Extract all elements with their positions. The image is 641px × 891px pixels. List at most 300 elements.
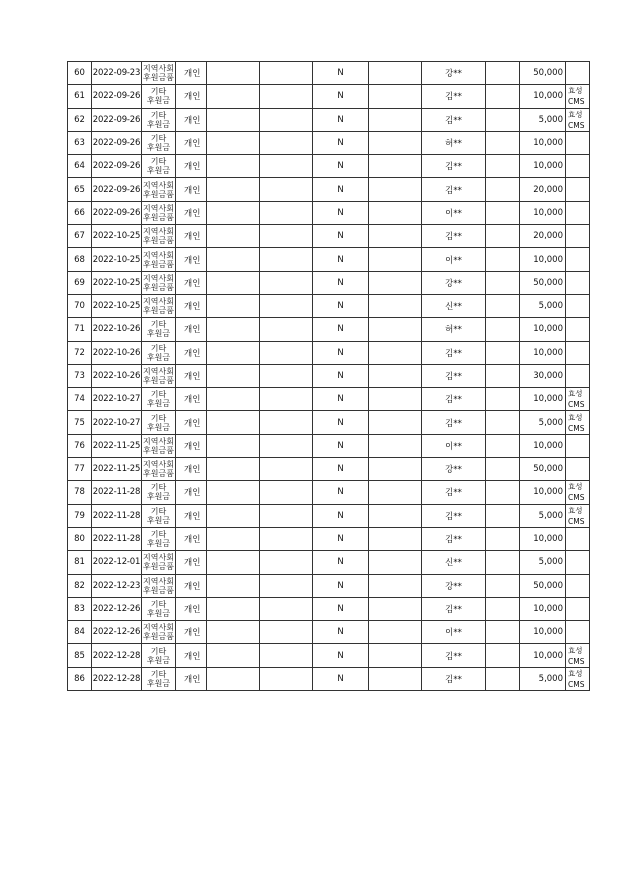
- cell-donor-name: 이**: [422, 248, 486, 271]
- cell-blank: [207, 201, 260, 224]
- cell-type1: 기타: [150, 110, 167, 120]
- cell-kind: 개인: [176, 271, 207, 294]
- cell-no: 77: [68, 458, 92, 481]
- cell-amount: 50,000: [520, 458, 566, 481]
- cell-blank: [486, 248, 520, 271]
- cell-date: 2022-11-28: [92, 527, 142, 550]
- cell-type2: 후원금: [146, 422, 171, 432]
- cell-type2: 후원금품: [143, 632, 174, 642]
- cell-flag: N: [313, 225, 369, 248]
- cell-blank: [369, 527, 422, 550]
- cell-kind: 개인: [176, 108, 207, 131]
- cell-donor-name: 김**: [422, 527, 486, 550]
- cell-flag: N: [313, 597, 369, 620]
- cell-date: 2022-12-26: [92, 597, 142, 620]
- table-row: [68, 364, 590, 387]
- cell-date: 2022-10-26: [92, 364, 142, 387]
- cell-donor-name: 김**: [422, 388, 486, 411]
- cell-note: [566, 527, 590, 550]
- cell-note: [566, 574, 590, 597]
- cell-blank: [260, 458, 313, 481]
- cell-date: 2022-10-25: [92, 248, 142, 271]
- cell-blank: [369, 131, 422, 154]
- table-row: [68, 574, 590, 597]
- cell-flag: N: [313, 131, 369, 154]
- cell-note2: CMS: [568, 493, 585, 503]
- cell-no: 62: [68, 108, 92, 131]
- cell-blank: [369, 574, 422, 597]
- cell-note: [566, 504, 590, 527]
- cell-blank: [260, 388, 313, 411]
- cell-donor-name: 허**: [422, 318, 486, 341]
- cell-blank: [207, 271, 260, 294]
- cell-no: 82: [68, 574, 92, 597]
- cell-blank: [260, 131, 313, 154]
- table-row: [68, 597, 590, 620]
- cell-type2: 후원금: [146, 539, 171, 549]
- cell-type2: 후원금품: [143, 282, 174, 292]
- cell-type: [142, 411, 176, 434]
- cell-type1: 지역사회: [143, 553, 174, 563]
- cell-no: 74: [68, 388, 92, 411]
- cell-blank: [207, 388, 260, 411]
- cell-note: [566, 411, 590, 434]
- cell-donor-name: 김**: [422, 411, 486, 434]
- cell-blank: [486, 667, 520, 690]
- cell-donor-name: 신**: [422, 294, 486, 317]
- cell-blank: [207, 434, 260, 457]
- cell-kind: 개인: [176, 481, 207, 504]
- cell-date: 2022-09-26: [92, 108, 142, 131]
- cell-blank: [369, 504, 422, 527]
- cell-flag: N: [313, 318, 369, 341]
- cell-donor-name: 김**: [422, 178, 486, 201]
- cell-blank: [486, 155, 520, 178]
- cell-amount: 50,000: [520, 574, 566, 597]
- cell-note2: CMS: [568, 97, 585, 107]
- cell-type: [142, 434, 176, 457]
- cell-blank: [260, 551, 313, 574]
- cell-blank: [486, 364, 520, 387]
- cell-no: 70: [68, 294, 92, 317]
- cell-type1: 기타: [150, 646, 167, 656]
- cell-date: 2022-09-26: [92, 85, 142, 108]
- cell-blank: [486, 597, 520, 620]
- cell-amount: 10,000: [520, 481, 566, 504]
- cell-no: 80: [68, 527, 92, 550]
- cell-type: [142, 481, 176, 504]
- cell-blank: [369, 597, 422, 620]
- cell-note: [566, 248, 590, 271]
- table-row: [68, 388, 590, 411]
- cell-type: [142, 201, 176, 224]
- table-row: [68, 434, 590, 457]
- cell-type2: 후원금품: [143, 376, 174, 385]
- cell-kind: 개인: [176, 504, 207, 527]
- table-row: [68, 294, 590, 317]
- cell-kind: 개인: [176, 248, 207, 271]
- cell-date: 2022-11-25: [92, 458, 142, 481]
- cell-note: [566, 621, 590, 644]
- cell-flag: N: [313, 411, 369, 434]
- cell-blank: [369, 667, 422, 690]
- cell-type: [142, 527, 176, 550]
- cell-flag: N: [313, 551, 369, 574]
- cell-note: [566, 597, 590, 620]
- cell-type: [142, 178, 176, 201]
- cell-amount: 5,000: [520, 504, 566, 527]
- cell-kind: 개인: [176, 527, 207, 550]
- cell-note1: 효성: [568, 86, 583, 96]
- cell-blank: [486, 644, 520, 667]
- cell-blank: [260, 108, 313, 131]
- cell-type: [142, 667, 176, 690]
- cell-type2: 후원금: [146, 399, 171, 409]
- cell-amount: 5,000: [520, 108, 566, 131]
- cell-flag: N: [313, 667, 369, 690]
- cell-type1: 지역사회: [143, 623, 174, 633]
- cell-flag: N: [313, 388, 369, 411]
- cell-blank: [260, 85, 313, 108]
- cell-blank: [486, 62, 520, 85]
- cell-blank: [207, 504, 260, 527]
- cell-blank: [207, 155, 260, 178]
- cell-type: [142, 644, 176, 667]
- cell-note: [566, 388, 590, 411]
- cell-date: 2022-12-23: [92, 574, 142, 597]
- cell-flag: N: [313, 434, 369, 457]
- cell-blank: [486, 504, 520, 527]
- cell-type1: 지역사회: [143, 227, 174, 237]
- cell-flag: N: [313, 248, 369, 271]
- cell-blank: [486, 551, 520, 574]
- cell-type: [142, 318, 176, 341]
- cell-blank: [207, 527, 260, 550]
- cell-blank: [207, 62, 260, 85]
- cell-flag: N: [313, 504, 369, 527]
- cell-blank: [207, 667, 260, 690]
- cell-type2: 후원금: [146, 352, 171, 362]
- cell-type2: 후원금: [146, 515, 171, 525]
- cell-note1: 효성: [568, 109, 583, 119]
- cell-blank: [486, 458, 520, 481]
- cell-kind: 개인: [176, 201, 207, 224]
- cell-blank: [369, 294, 422, 317]
- table-row: [68, 667, 590, 690]
- cell-flag: N: [313, 201, 369, 224]
- cell-no: 73: [68, 364, 92, 387]
- cell-blank: [207, 364, 260, 387]
- cell-no: 60: [68, 62, 92, 85]
- cell-amount: 50,000: [520, 62, 566, 85]
- cell-note2: CMS: [568, 679, 585, 689]
- cell-blank: [207, 597, 260, 620]
- cell-blank: [369, 551, 422, 574]
- cell-note: [566, 341, 590, 364]
- cell-blank: [369, 271, 422, 294]
- cell-blank: [260, 504, 313, 527]
- cell-date: 2022-10-26: [92, 318, 142, 341]
- table-row: [68, 621, 590, 644]
- cell-amount: 10,000: [520, 318, 566, 341]
- cell-note1: 효성: [568, 412, 583, 422]
- cell-amount: 10,000: [520, 644, 566, 667]
- cell-date: 2022-11-28: [92, 504, 142, 527]
- cell-type2: 후원금품: [143, 236, 174, 246]
- table-row: [68, 411, 590, 434]
- cell-blank: [486, 108, 520, 131]
- cell-blank: [260, 225, 313, 248]
- cell-type: [142, 341, 176, 364]
- table-row: [68, 108, 590, 131]
- cell-date: 2022-10-27: [92, 388, 142, 411]
- cell-blank: [486, 131, 520, 154]
- cell-type1: 기타: [150, 413, 167, 423]
- cell-amount: 20,000: [520, 178, 566, 201]
- table-row: [68, 201, 590, 224]
- cell-amount: 30,000: [520, 364, 566, 387]
- cell-type2: 후원금품: [143, 445, 174, 455]
- cell-date: 2022-11-25: [92, 434, 142, 457]
- cell-blank: [369, 341, 422, 364]
- cell-type1: 기타: [150, 87, 167, 97]
- cell-note1: 효성: [568, 482, 583, 492]
- cell-donor-name: 김**: [422, 504, 486, 527]
- cell-no: 85: [68, 644, 92, 667]
- table-row: [68, 155, 590, 178]
- cell-flag: N: [313, 364, 369, 387]
- cell-type1: 지역사회: [143, 576, 174, 586]
- cell-type1: 지역사회: [143, 64, 174, 74]
- cell-flag: N: [313, 621, 369, 644]
- cell-flag: N: [313, 644, 369, 667]
- cell-type1: 기타: [150, 390, 167, 400]
- cell-amount: 5,000: [520, 411, 566, 434]
- cell-blank: [260, 155, 313, 178]
- cell-blank: [486, 178, 520, 201]
- cell-note: [566, 131, 590, 154]
- table-row: [68, 225, 590, 248]
- cell-donor-name: 허**: [422, 131, 486, 154]
- cell-blank: [486, 481, 520, 504]
- cell-note: [566, 225, 590, 248]
- cell-kind: 개인: [176, 621, 207, 644]
- cell-blank: [369, 155, 422, 178]
- cell-type2: 후원금: [146, 166, 171, 176]
- cell-note1: 효성: [568, 389, 583, 399]
- cell-blank: [260, 248, 313, 271]
- cell-amount: 5,000: [520, 551, 566, 574]
- cell-kind: 개인: [176, 388, 207, 411]
- cell-no: 69: [68, 271, 92, 294]
- cell-flag: N: [313, 155, 369, 178]
- table-row: [68, 504, 590, 527]
- cell-note: [566, 85, 590, 108]
- cell-type: [142, 597, 176, 620]
- cell-date: 2022-09-26: [92, 201, 142, 224]
- cell-type: [142, 574, 176, 597]
- cell-no: 63: [68, 131, 92, 154]
- cell-note2: CMS: [568, 400, 585, 410]
- cell-kind: 개인: [176, 434, 207, 457]
- cell-type2: 후원금품: [143, 212, 174, 222]
- cell-donor-name: 김**: [422, 225, 486, 248]
- cell-date: 2022-12-28: [92, 644, 142, 667]
- cell-type1: 기타: [150, 669, 167, 679]
- cell-date: 2022-11-28: [92, 481, 142, 504]
- cell-blank: [207, 341, 260, 364]
- cell-date: 2022-10-25: [92, 294, 142, 317]
- cell-type1: 기타: [150, 530, 167, 540]
- cell-no: 61: [68, 85, 92, 108]
- cell-blank: [369, 225, 422, 248]
- cell-kind: 개인: [176, 574, 207, 597]
- cell-no: 81: [68, 551, 92, 574]
- cell-blank: [260, 481, 313, 504]
- cell-amount: 50,000: [520, 271, 566, 294]
- cell-donor-name: 강**: [422, 62, 486, 85]
- cell-no: 78: [68, 481, 92, 504]
- cell-kind: 개인: [176, 364, 207, 387]
- cell-no: 64: [68, 155, 92, 178]
- cell-note: [566, 667, 590, 690]
- cell-note: [566, 178, 590, 201]
- cell-blank: [486, 434, 520, 457]
- cell-amount: 10,000: [520, 201, 566, 224]
- cell-kind: 개인: [176, 411, 207, 434]
- cell-amount: 10,000: [520, 527, 566, 550]
- cell-blank: [207, 481, 260, 504]
- cell-type: [142, 155, 176, 178]
- cell-type2: 후원금품: [143, 259, 174, 269]
- cell-type: [142, 108, 176, 131]
- cell-no: 84: [68, 621, 92, 644]
- cell-type1: 지역사회: [143, 367, 174, 376]
- cell-no: 67: [68, 225, 92, 248]
- cell-date: 2022-09-26: [92, 178, 142, 201]
- table-row: [68, 271, 590, 294]
- cell-kind: 개인: [176, 341, 207, 364]
- table-row: [68, 551, 590, 574]
- cell-kind: 개인: [176, 178, 207, 201]
- table-row: [68, 62, 590, 85]
- cell-blank: [207, 551, 260, 574]
- cell-no: 68: [68, 248, 92, 271]
- cell-donor-name: 강**: [422, 458, 486, 481]
- table-row: [68, 248, 590, 271]
- table-row: [68, 131, 590, 154]
- cell-kind: 개인: [176, 597, 207, 620]
- table-row: [68, 481, 590, 504]
- cell-type: [142, 621, 176, 644]
- cell-amount: 10,000: [520, 341, 566, 364]
- cell-type1: 지역사회: [143, 297, 174, 307]
- cell-note: [566, 271, 590, 294]
- cell-blank: [369, 481, 422, 504]
- table-row: [68, 458, 590, 481]
- cell-type2: 후원금: [146, 492, 171, 502]
- cell-blank: [369, 621, 422, 644]
- table-row: [68, 644, 590, 667]
- cell-kind: 개인: [176, 551, 207, 574]
- cell-date: 2022-10-25: [92, 225, 142, 248]
- cell-flag: N: [313, 341, 369, 364]
- cell-no: 75: [68, 411, 92, 434]
- cell-donor-name: 이**: [422, 201, 486, 224]
- cell-note1: 효성: [568, 645, 583, 655]
- cell-blank: [369, 388, 422, 411]
- cell-blank: [260, 621, 313, 644]
- cell-blank: [207, 458, 260, 481]
- cell-blank: [369, 108, 422, 131]
- cell-kind: 개인: [176, 85, 207, 108]
- cell-type1: 기타: [150, 483, 167, 493]
- cell-note2: CMS: [568, 120, 585, 130]
- cell-date: 2022-12-26: [92, 621, 142, 644]
- cell-donor-name: 강**: [422, 574, 486, 597]
- cell-type: [142, 85, 176, 108]
- cell-amount: 20,000: [520, 225, 566, 248]
- cell-blank: [260, 574, 313, 597]
- cell-no: 83: [68, 597, 92, 620]
- cell-kind: 개인: [176, 458, 207, 481]
- cell-note1: 효성: [568, 668, 583, 678]
- cell-blank: [369, 201, 422, 224]
- cell-donor-name: 김**: [422, 597, 486, 620]
- cell-donor-name: 김**: [422, 108, 486, 131]
- cell-blank: [260, 644, 313, 667]
- cell-amount: 10,000: [520, 388, 566, 411]
- cell-blank: [369, 364, 422, 387]
- cell-blank: [207, 574, 260, 597]
- cell-type1: 기타: [150, 506, 167, 516]
- cell-type2: 후원금품: [143, 189, 174, 199]
- cell-note: [566, 294, 590, 317]
- cell-note: [566, 458, 590, 481]
- cell-type1: 지역사회: [143, 250, 174, 260]
- ledger-body: [68, 62, 590, 691]
- cell-note: [566, 364, 590, 387]
- cell-kind: 개인: [176, 318, 207, 341]
- cell-type2: 후원금: [146, 678, 171, 688]
- cell-no: 65: [68, 178, 92, 201]
- cell-note: [566, 481, 590, 504]
- cell-blank: [260, 341, 313, 364]
- cell-flag: N: [313, 178, 369, 201]
- cell-blank: [369, 85, 422, 108]
- cell-blank: [369, 411, 422, 434]
- cell-amount: 10,000: [520, 597, 566, 620]
- cell-date: 2022-09-26: [92, 131, 142, 154]
- cell-blank: [486, 411, 520, 434]
- cell-type2: 후원금품: [143, 306, 174, 316]
- cell-note: [566, 318, 590, 341]
- cell-type: [142, 294, 176, 317]
- cell-blank: [260, 62, 313, 85]
- cell-type2: 후원금: [146, 608, 171, 618]
- cell-type: [142, 271, 176, 294]
- cell-blank: [486, 294, 520, 317]
- cell-amount: 10,000: [520, 155, 566, 178]
- cell-type: [142, 131, 176, 154]
- cell-blank: [260, 294, 313, 317]
- cell-type1: 기타: [150, 320, 167, 330]
- cell-flag: N: [313, 62, 369, 85]
- cell-blank: [486, 527, 520, 550]
- table-row: [68, 178, 590, 201]
- cell-type2: 후원금: [146, 143, 171, 153]
- cell-type: [142, 225, 176, 248]
